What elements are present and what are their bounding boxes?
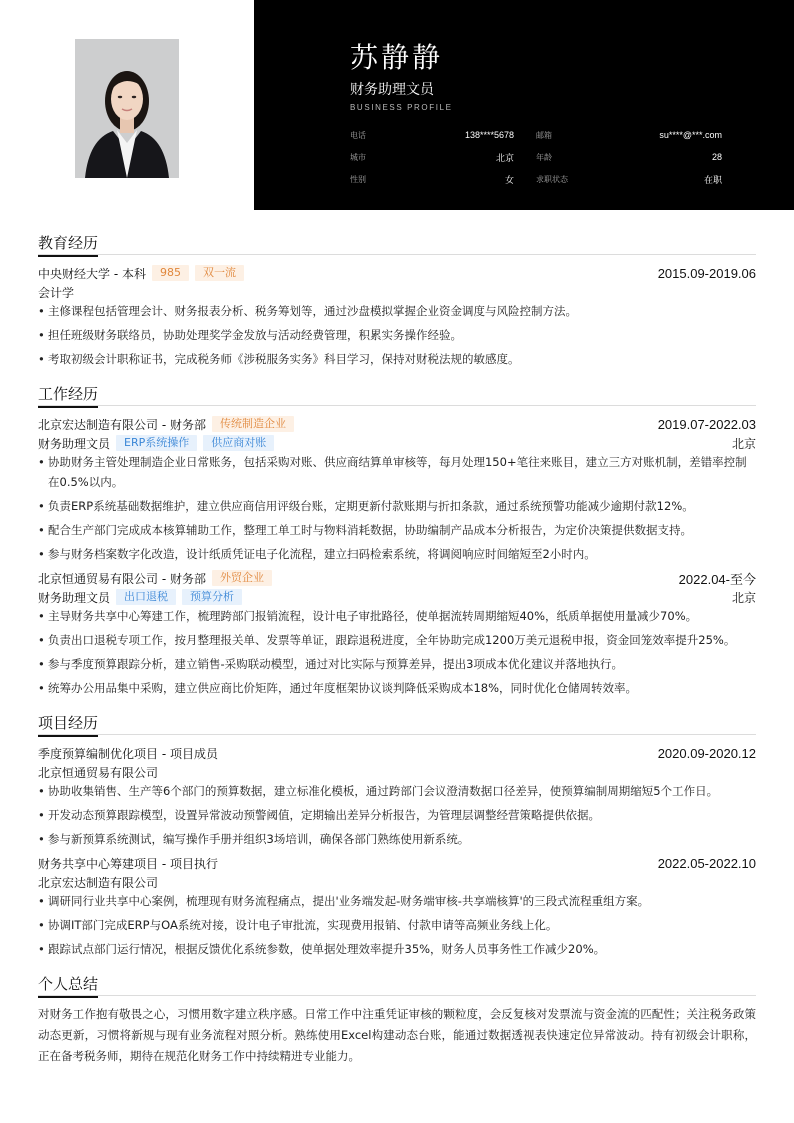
entry-subline [38, 434, 756, 452]
info-label: 电话 [350, 130, 366, 140]
skill-tag: 出口退税 [116, 589, 176, 605]
candidate-name: 苏静静 [350, 41, 444, 74]
info-label: 邮箱 [536, 130, 552, 140]
project-company: 北京恒通贸易有限公司 [38, 765, 159, 780]
bullet-item: • 跟踪试点部门运行情况，根据反馈优化系统参数，使单据处理效率提升35%，财务人员事务性工作减少20%。 [38, 939, 756, 959]
resume-body [38, 232, 756, 1081]
section-title-text: 工作经历 [38, 383, 98, 408]
resume-header [0, 0, 794, 210]
project-name: 季度预算编制优化项目 - 项目成员 [38, 746, 218, 761]
entry-subline [38, 283, 756, 301]
bullet-item: • 参与财务档案数字化改造，设计纸质凭证电子化流程，建立扫码检索系统，将调阅响应时间缩短至2小时内。 [38, 544, 756, 564]
industry-tag: 外贸企业 [212, 570, 272, 586]
project-company: 北京宏达制造有限公司 [38, 875, 159, 890]
bullet-list [38, 301, 756, 369]
info-value: 28 [711, 152, 722, 162]
info-email [536, 130, 722, 141]
entry-header [38, 263, 756, 283]
summary-text: 对财务工作抱有敬畏之心，习惯用数字建立秩序感。日常工作中注重凭证审核的颗粒度，会反复核对发票流与资金流的匹配性；关注税务政策动态更新，习惯将新规与现有业务流程对照分析。熟练使用Excel构建动态台账，能通过数据透视表快速定位异常波动。持有初级会计职称，正在备考税务师，期待在规范化财务工作中持续精进专业能力。 [38, 1007, 756, 1063]
skill-tag: ERP系统操作 [116, 435, 197, 451]
info-age [536, 152, 722, 163]
bullet-list [38, 891, 756, 959]
bullet-item: • 协助收集销售、生产等6个部门的预算数据，建立标准化模板，通过跨部门会议澄清数据口径差异，使预算编制周期缩短5个工作日。 [38, 781, 756, 801]
bullet-list [38, 452, 756, 564]
info-gender [350, 173, 536, 186]
profile-subtitle: BUSINESS PROFILE [350, 103, 453, 112]
education-section [38, 232, 756, 369]
bullet-list [38, 781, 756, 849]
info-row [350, 124, 722, 146]
bullet-item: • 考取初级会计职称证书，完成税务师《涉税服务实务》科目学习，保持对财税法规的敏感度。 [38, 349, 756, 369]
bullet-item: • 负责ERP系统基础数据维护，建立供应商信用评级台账，定期更新付款账期与折扣条款，通过系统预警功能减少逾期付款12%。 [38, 496, 756, 516]
section-title [38, 383, 756, 406]
info-phone [350, 130, 536, 141]
entry-date: 2020.09-2020.12 [657, 745, 756, 761]
info-label: 年龄 [536, 152, 552, 162]
skill-tag: 预算分析 [182, 589, 242, 605]
company-name: 北京恒通贸易有限公司 - 财务部 [38, 571, 206, 586]
school-tag: 985 [152, 265, 189, 281]
bullet-item: • 负责出口退税专项工作，按月整理报关单、发票等单证，跟踪退税进度，全年协助完成1200万美元退税申报，资金回笼效率提升25%。 [38, 630, 756, 650]
entry-date: 2019.07-2022.03 [657, 416, 756, 432]
bullet-item: • 配合生产部门完成成本核算辅助工作，整理工单工时与物料消耗数据，协助编制产品成本分析报告，为定价决策提供数据支持。 [38, 520, 756, 540]
section-title-text: 个人总结 [38, 973, 98, 998]
entry-header [38, 743, 756, 763]
bullet-list [38, 606, 756, 698]
section-title [38, 973, 756, 996]
bullet-item: • 主修课程包括管理会计、财务报表分析、税务筹划等，通过沙盘模拟掌握企业资金调度与风险控制方法。 [38, 301, 756, 321]
bullet-item: • 参与新预算系统测试，编写操作手册并组织3场培训，确保各部门熟练使用新系统。 [38, 829, 756, 849]
info-value: 138****5678 [464, 130, 514, 140]
bullet-item: • 参与季度预算跟踪分析，建立销售-采购联动模型，通过对比实际与预算差异，提出3项成本优化建议并落地执行。 [38, 654, 756, 674]
info-job-status [536, 173, 722, 186]
bullet-item: • 主导财务共享中心筹建工作，梳理跨部门报销流程，设计电子审批路径，使单据流转周期缩短40%，纸质单据使用量减少70%。 [38, 606, 756, 626]
bullet-item: • 开发动态预算跟踪模型，设置异常波动预警阈值，定期输出差异分析报告，为管理层调整经营策略提供依据。 [38, 805, 756, 825]
bullet-item: • 担任班级财务联络员，协助处理奖学金发放与活动经费管理，积累实务操作经验。 [38, 325, 756, 345]
major: 会计学 [38, 285, 75, 300]
bullet-item: • 协助财务主管处理制造企业日常账务，包括采购对账、供应商结算单审核等，每月处理150+笔往来账目，建立三方对账机制，差错率控制在0.5%以内。 [38, 452, 756, 492]
section-title [38, 232, 756, 255]
entry-header [38, 414, 756, 434]
info-value: 北京 [495, 152, 514, 163]
info-value: 女 [504, 174, 514, 185]
projects-section [38, 712, 756, 959]
entry-date: 2015.09-2019.06 [657, 265, 756, 281]
info-label: 性别 [350, 174, 366, 184]
company-name: 北京宏达制造有限公司 - 财务部 [38, 417, 206, 432]
info-label: 城市 [350, 152, 366, 162]
entry-date: 2022.05-2022.10 [657, 855, 756, 871]
industry-tag: 传统制造企业 [212, 416, 294, 432]
section-title [38, 712, 756, 735]
education-entry [38, 263, 756, 369]
work-entry [38, 414, 756, 564]
contact-info-grid [350, 124, 722, 190]
profile-photo [75, 39, 179, 178]
project-name: 财务共享中心筹建项目 - 项目执行 [38, 856, 218, 871]
entry-subline [38, 763, 756, 781]
entry-subline [38, 588, 756, 606]
position: 财务助理文员 [38, 436, 111, 451]
info-value: su****@***.com [659, 130, 722, 140]
bullet-item: • 统筹办公用品集中采购，建立供应商比价矩阵，通过年度框架协议谈判降低采购成本18%，同时优化仓储周转效率。 [38, 678, 756, 698]
entry-header [38, 853, 756, 873]
project-entry [38, 743, 756, 849]
info-label: 求职状态 [536, 174, 568, 184]
work-section [38, 383, 756, 698]
section-title-text: 教育经历 [38, 232, 98, 257]
position: 财务助理文员 [38, 590, 111, 605]
entry-date: 2022.04-至今 [678, 571, 756, 587]
school-name: 中央财经大学 - 本科 [38, 266, 146, 281]
info-row [350, 168, 722, 190]
info-city [350, 151, 536, 164]
info-value: 在职 [703, 174, 722, 185]
bullet-item: • 调研同行业共享中心案例，梳理现有财务流程痛点，提出'业务端发起-财务端审核-共享端核算'的三段式流程重组方案。 [38, 891, 756, 911]
work-city: 北京 [731, 436, 756, 451]
info-row [350, 146, 722, 168]
school-tag: 双一流 [195, 265, 244, 281]
photo-area [0, 0, 254, 210]
summary-section [38, 973, 756, 1067]
header-info-panel [254, 0, 794, 210]
project-entry [38, 853, 756, 959]
skill-tag: 供应商对账 [203, 435, 274, 451]
entry-subline [38, 873, 756, 891]
work-city: 北京 [731, 590, 756, 605]
section-title-text: 项目经历 [38, 712, 98, 737]
entry-header [38, 568, 756, 588]
bullet-item: • 协调IT部门完成ERP与OA系统对接，设计电子审批流，实现费用报销、付款申请等高频业务线上化。 [38, 915, 756, 935]
work-entry [38, 568, 756, 698]
candidate-role: 财务助理文员 [350, 82, 434, 98]
